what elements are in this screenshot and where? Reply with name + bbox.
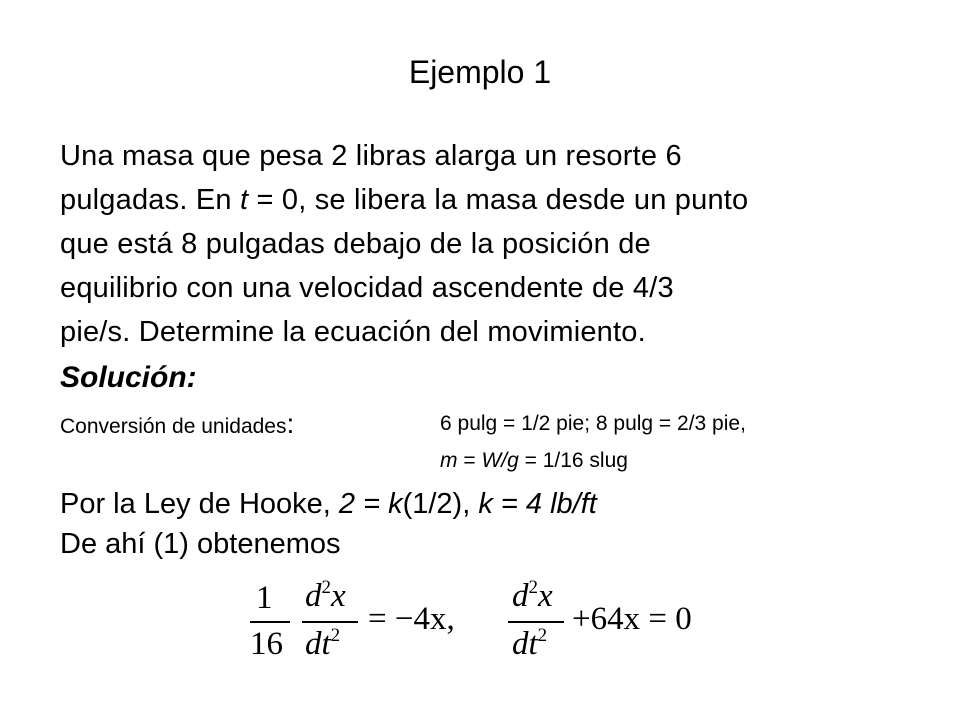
equation-of-motion <box>250 576 750 672</box>
equation-rhs: = −4x, <box>368 601 455 637</box>
derivative-numerator: $d^2x$ <box>512 577 553 614</box>
problem-line: que está 8 pulgadas debajo de la posición de <box>60 228 651 260</box>
derivative-denominator: $dt^2$ <box>305 625 341 662</box>
derivation-line: De ahí (1) obtenemos <box>60 528 341 560</box>
derivative-numerator: $d^2x$ <box>305 577 346 614</box>
solution-heading: Solución: <box>60 361 197 394</box>
hooke-law-line: Por la Ley de Hooke, 2 = k(1/2), k = 4 lb/ft <box>60 488 597 520</box>
problem-line: Una masa que pesa 2 libras alarga un resorte 6 <box>60 140 682 172</box>
equation-rhs: +64x = 0 <box>572 601 692 637</box>
problem-line: pie/s. Determine la ecuación del movimiento. <box>60 316 646 348</box>
problem-statement <box>60 134 910 354</box>
conversion-label: Conversión de unidades: <box>60 408 295 439</box>
fraction-bar <box>508 621 564 623</box>
frac-denominator: 16 <box>250 626 283 662</box>
problem-line: equilibrio con una velocidad ascendente de 4/3 <box>60 272 674 304</box>
fraction-bar <box>302 621 358 623</box>
conversion-values: 6 pulg = 1/2 pie; 8 pulg = 2/3 pie, <box>440 412 746 435</box>
problem-line: pulgadas. En t = 0, se libera la masa desde un punto <box>60 184 749 216</box>
mass-conversion: m = W/g = 1/16 slug <box>440 449 628 472</box>
slide-title: Ejemplo 1 <box>408 54 552 90</box>
fraction-bar <box>250 621 290 623</box>
frac-numerator: 1 <box>256 580 273 616</box>
derivative-denominator: $dt^2$ <box>512 625 548 662</box>
